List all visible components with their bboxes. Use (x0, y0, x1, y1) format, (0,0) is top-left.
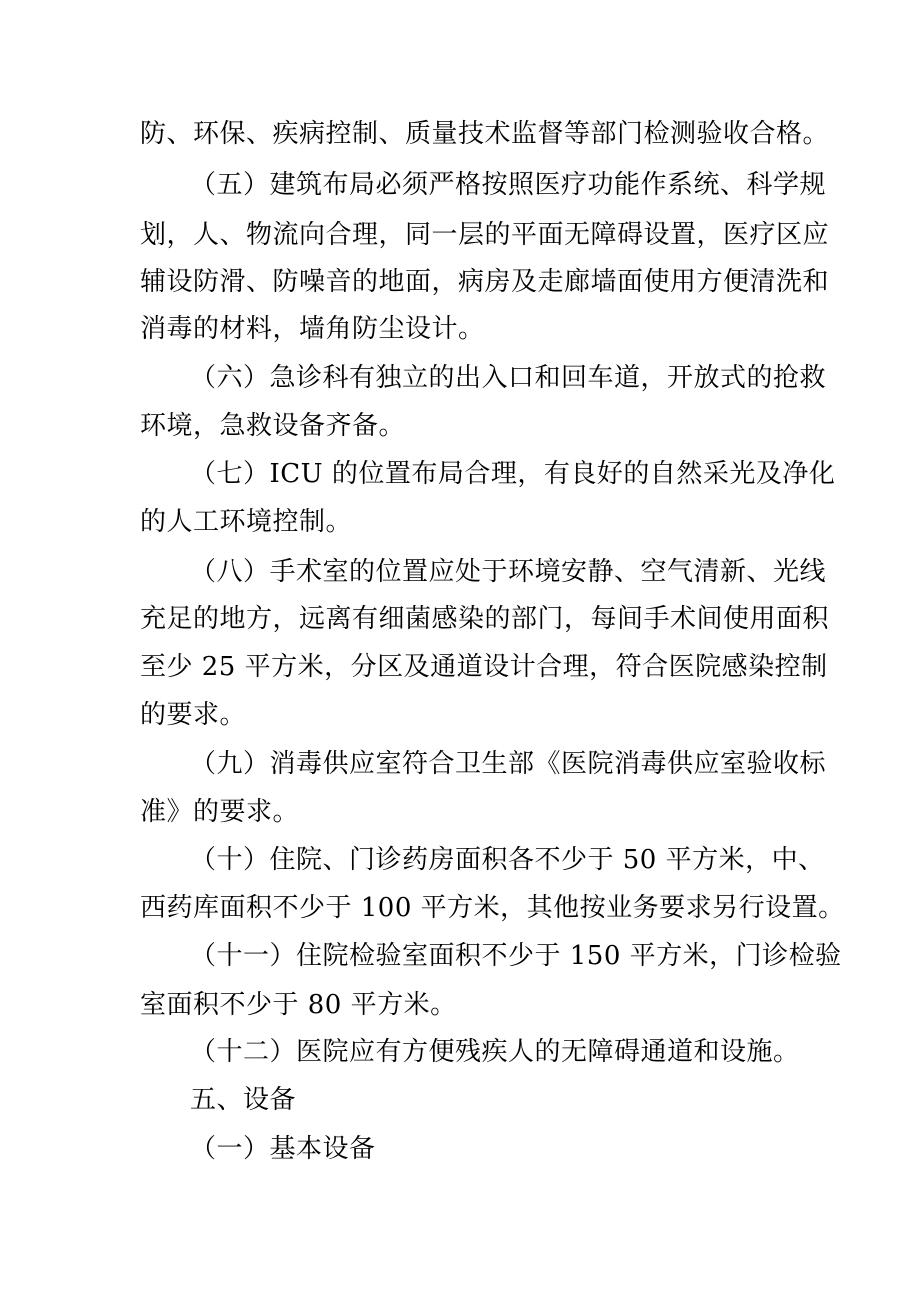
paragraph-line: 的人工环境控制。 (140, 507, 353, 537)
paragraph-line: （六）急诊科有独立的出入口和回车道，开放式的抢救 (190, 363, 827, 393)
paragraph-line: 防、环保、疾病控制、质量技术监督等部门检测验收合格。 (140, 119, 830, 149)
section-heading: 五、设备 (190, 1085, 297, 1115)
subsection-heading: （一）基本设备 (190, 1134, 376, 1164)
paragraph-line: 至少 25 平方米，分区及通道设计合理，符合医院感染控制 (140, 652, 828, 682)
paragraph-line: （九）消毒供应室符合卫生部《医院消毒供应室验收标 (190, 749, 827, 779)
paragraph-line: （十一）住院检验室面积不少于 150 平方米，门诊检验 (190, 941, 842, 971)
paragraph-line: 环境，急救设备齐备。 (140, 411, 406, 441)
paragraph-line: 消毒的材料，墙角防尘设计。 (140, 314, 485, 344)
paragraph-line: 充足的地方，远离有细菌感染的部门，每间手术间使用面积 (140, 604, 830, 634)
paragraph-line: 室面积不少于 80 平方米。 (140, 990, 457, 1020)
paragraph-line: （十）住院、门诊药房面积各不少于 50 平方米，中、 (190, 845, 825, 875)
paragraph-line: （五）建筑布局必须严格按照医疗功能作系统、科学规 (190, 170, 827, 200)
paragraph-line: 西药库面积不少于 100 平方米，其他按业务要求另行设置。 (140, 893, 845, 923)
paragraph-line: （八）手术室的位置应处于环境安静、空气清新、光线 (190, 557, 827, 587)
paragraph-line: （十二）医院应有方便残疾人的无障碍通道和设施。 (190, 1037, 800, 1067)
paragraph-line: 辅设防滑、防噪音的地面，病房及走廊墙面使用方便清洗和 (140, 267, 830, 297)
paragraph-line: 准》的要求。 (140, 797, 300, 827)
paragraph-line: 划，人、物流向合理，同一层的平面无障碍设置，医疗区应 (140, 220, 830, 250)
paragraph-line: 的要求。 (140, 700, 247, 730)
paragraph-line: （七）ICU 的位置布局合理，有良好的自然采光及净化 (190, 459, 836, 489)
